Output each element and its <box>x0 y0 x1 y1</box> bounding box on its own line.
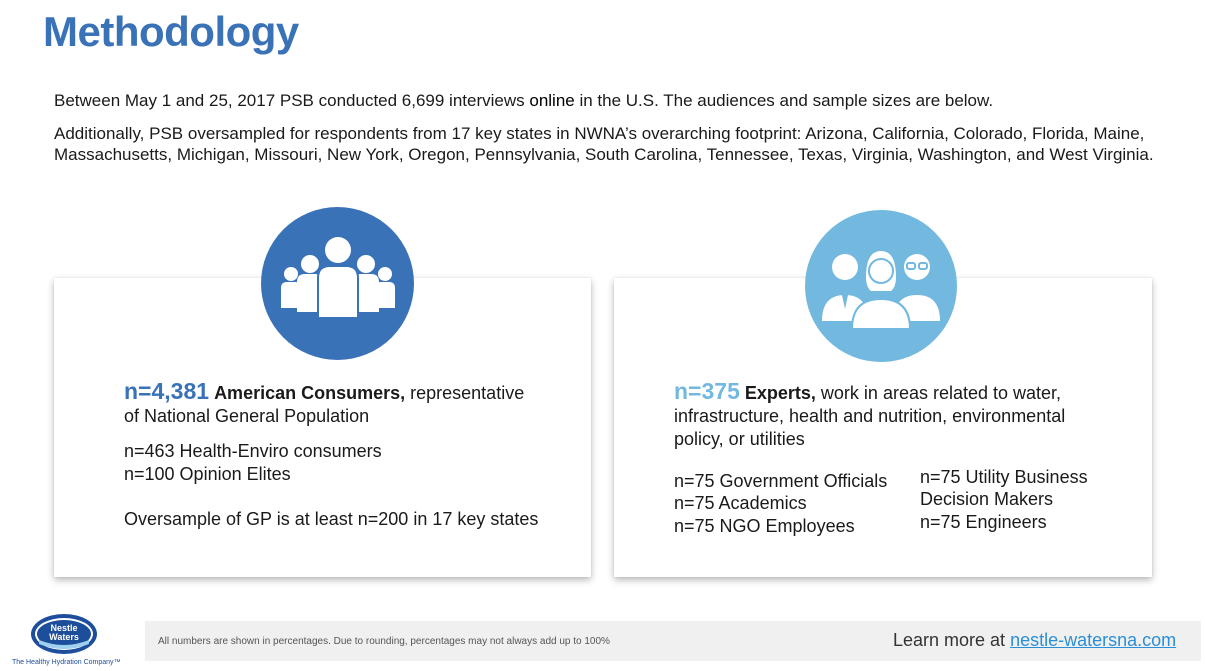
experts-icon-circle <box>805 210 957 362</box>
experts-sample-size: n=375 <box>674 378 740 404</box>
footnote: All numbers are shown in percentages. Due to rounding, percentages may not always add up to 100% <box>158 636 610 647</box>
consumers-sub-1: n=463 Health-Enviro consumers <box>124 441 382 461</box>
consumers-label: American Consumers, <box>214 383 406 403</box>
consumers-icon-circle <box>261 207 414 360</box>
experts-desc-2: infrastructure, health and nutrition, environmental <box>674 406 1066 426</box>
learn-more: Learn more at nestle-watersna.com <box>893 630 1177 650</box>
nestle-waters-logo <box>29 612 99 656</box>
experts-icon <box>818 241 944 331</box>
experts-label: Experts, <box>744 383 816 403</box>
intro-paragraph-1: Between May 1 and 25, 2017 PSB conducted 6,699 interviews online in the U.S. The audiences and sample sizes are below. <box>54 91 994 110</box>
experts-col2-item: n=75 Engineers <box>920 512 1047 532</box>
consumers-oversample: Oversample of GP is at least n=200 in 17 key states <box>124 509 539 529</box>
consumers-sub-2: n=100 Opinion Elites <box>124 464 291 484</box>
experts-desc-3: policy, or utilities <box>674 429 805 449</box>
consumers-desc: of National General Population <box>124 406 370 426</box>
tagline: The Healthy Hydration Company™ <box>12 659 121 666</box>
website-link[interactable]: nestle-watersna.com <box>1010 630 1177 650</box>
intro-text <box>54 90 1194 177</box>
logo-line-2: Waters <box>49 632 79 642</box>
experts-col2-item: n=75 Utility Business <box>920 467 1088 487</box>
group-people-icon <box>278 234 398 334</box>
logo-line-1: Nestle <box>50 623 78 633</box>
experts-col1-item: n=75 Academics <box>674 493 807 513</box>
experts-col1-item: n=75 NGO Employees <box>674 516 855 536</box>
consumers-headline: n=4,381 American Consumers, representative <box>124 378 525 404</box>
experts-col1-item: n=75 Government Officials <box>674 471 888 491</box>
intro-paragraph-2: Additionally, PSB oversampled for respondents from 17 key states in NWNA’s overarching footprint: Arizona, California, Colorado, Florida, Maine, Massachusetts, Michigan, Missouri, New York, Oregon, Pennsylvania, South Carolina, Tennessee, Texas, Virginia, Washington, and West Virginia. <box>54 124 1154 164</box>
online-emphasis: online <box>529 91 575 110</box>
experts-headline: n=375 Experts, work in areas related to water, <box>674 378 1062 404</box>
page-title: Methodology <box>43 8 299 55</box>
experts-col2-item: Decision Makers <box>920 489 1054 509</box>
consumers-sample-size: n=4,381 <box>124 378 210 404</box>
